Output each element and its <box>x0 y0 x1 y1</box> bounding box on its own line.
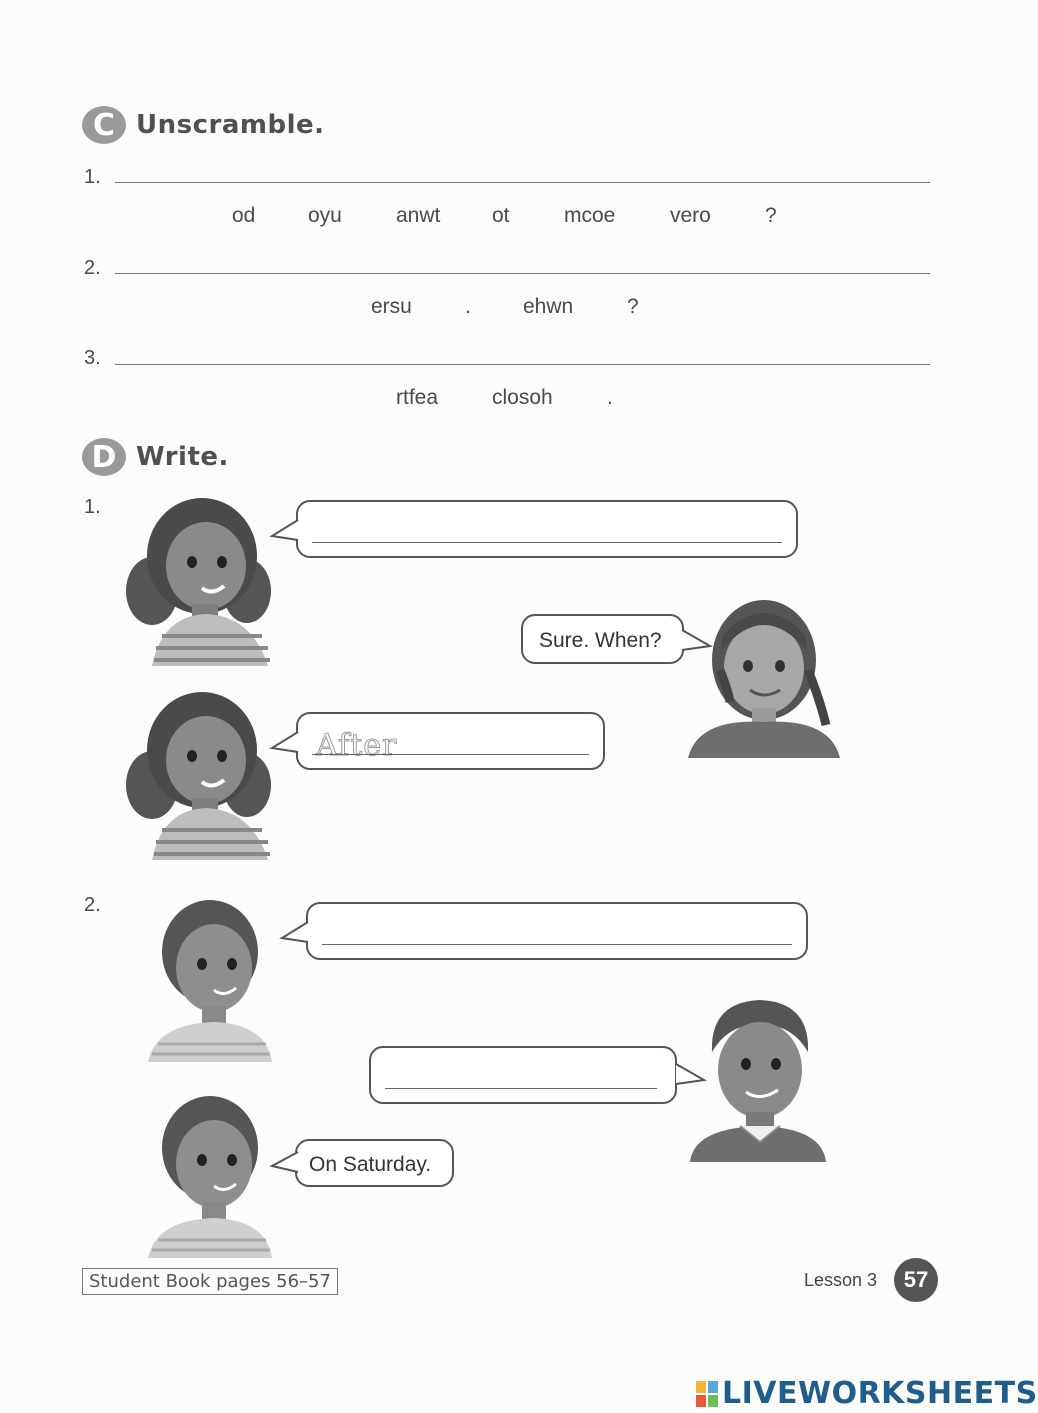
boy-illustration <box>690 992 826 1162</box>
girl-short-hair-illustration <box>148 894 272 1062</box>
girl-short-hair-illustration <box>148 1090 272 1258</box>
brand-name: LIVEWORKSHEETS <box>722 1376 1038 1411</box>
girl-illustration <box>122 496 274 666</box>
trace-text: After <box>316 728 398 763</box>
speech-bubble-tail <box>270 1150 300 1176</box>
speech-bubble-tail <box>270 730 300 756</box>
scrambled-word: . <box>465 295 471 318</box>
scrambled-word: ehwn <box>523 295 574 318</box>
scrambled-word: ot <box>492 204 510 227</box>
speech-bubble-reply <box>521 614 684 664</box>
section-c-badge: C <box>82 106 126 144</box>
scrambled-word: ? <box>627 295 639 318</box>
section-c-heading <box>82 106 325 144</box>
unscramble-item-2-answer-line[interactable] <box>115 273 930 274</box>
speech-bubble-tail <box>280 920 310 946</box>
scrambled-word: anwt <box>396 204 441 227</box>
unscramble-item-1-answer-line[interactable] <box>115 182 930 183</box>
scrambled-word: ersu <box>371 295 412 318</box>
girl-illustration <box>122 690 274 860</box>
section-c-title: Unscramble. <box>136 110 325 140</box>
unscramble-item-1-number: 1. <box>84 166 101 188</box>
scrambled-word: vero <box>670 204 711 227</box>
given-answer-text: On Saturday. <box>309 1153 432 1176</box>
brand-logo <box>696 1376 1038 1411</box>
scrambled-word: . <box>607 386 613 409</box>
unscramble-item-2-number: 2. <box>84 257 101 279</box>
section-d-title: Write. <box>136 442 229 472</box>
section-d-badge: D <box>82 438 126 476</box>
section-d-heading <box>82 438 229 476</box>
scrambled-word: closoh <box>492 386 553 409</box>
speech-bubble-answer[interactable] <box>306 902 808 960</box>
page-number: 57 <box>894 1258 938 1302</box>
scrambled-word: ? <box>765 204 777 227</box>
lesson-label: Lesson 3 <box>804 1270 878 1290</box>
scrambled-word: rtfea <box>396 386 439 409</box>
write-exercise-1-number: 1. <box>84 496 101 518</box>
speech-bubble-given-answer <box>295 1139 454 1187</box>
reply-text: Sure. When? <box>539 629 662 652</box>
scrambled-word: mcoe <box>564 204 616 227</box>
brand-icon <box>696 1381 718 1407</box>
speech-bubble-tail <box>270 518 300 544</box>
speech-bubble-answer[interactable] <box>296 500 798 558</box>
unscramble-item-3-answer-line[interactable] <box>115 364 930 365</box>
book-reference: Student Book pages 56–57 <box>82 1268 338 1295</box>
unscramble-item-3-number: 3. <box>84 347 101 369</box>
scrambled-word: oyu <box>308 204 342 227</box>
girl-braids-illustration <box>688 590 840 758</box>
speech-bubble-trace[interactable] <box>296 712 605 770</box>
speech-bubble-answer[interactable] <box>369 1046 677 1104</box>
scrambled-word: od <box>232 204 256 227</box>
write-exercise-2-number: 2. <box>84 894 101 916</box>
